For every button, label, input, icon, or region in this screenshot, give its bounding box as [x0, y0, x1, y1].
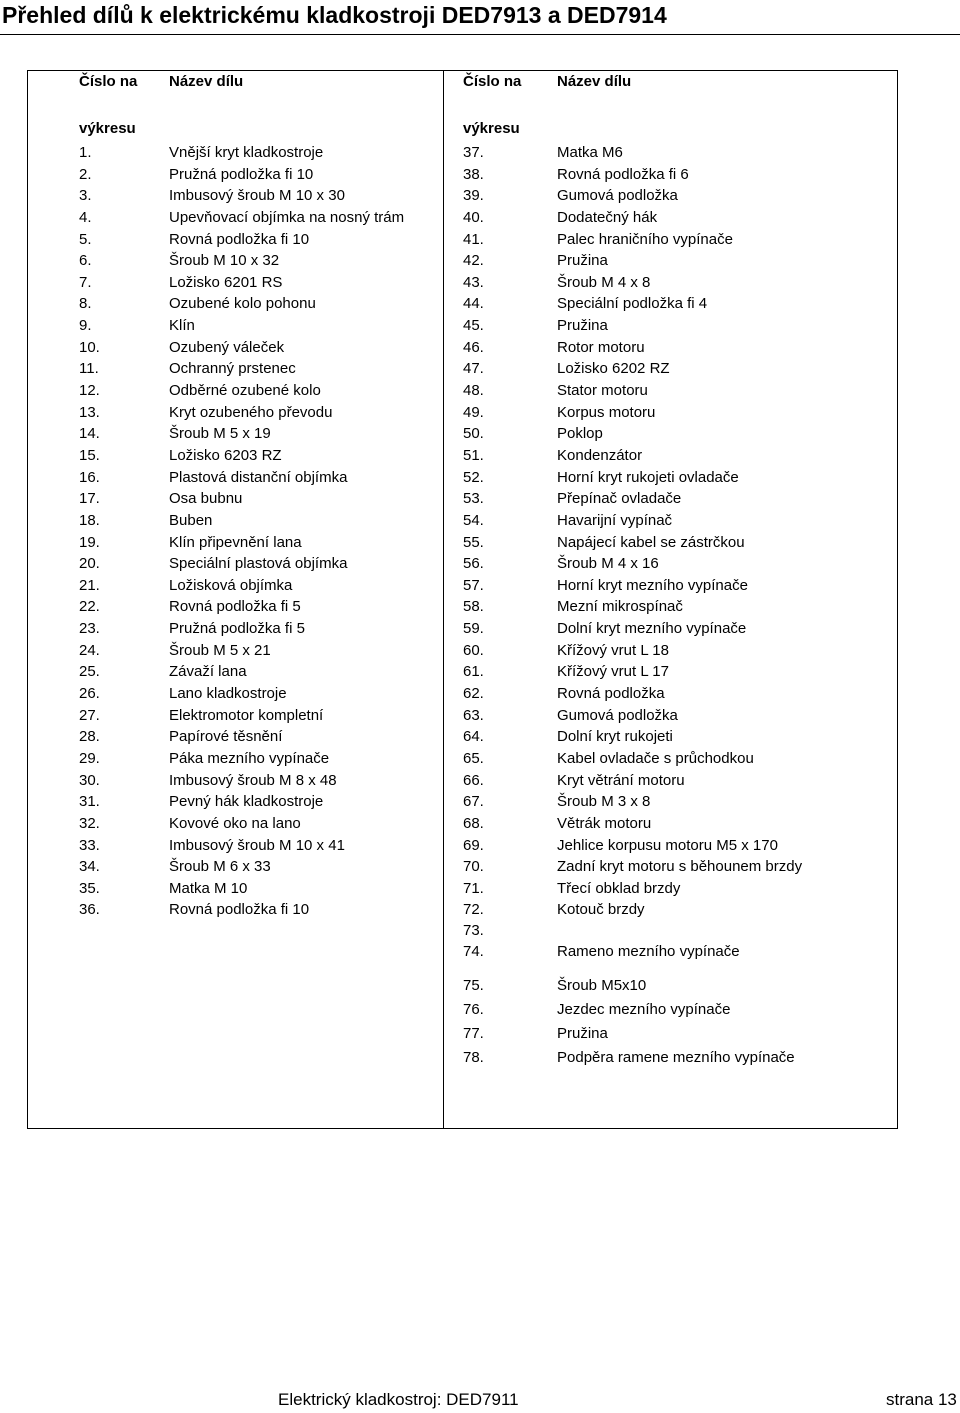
part-number: 25. — [79, 663, 100, 681]
column-divider — [443, 71, 444, 1128]
part-number: 37. — [463, 144, 484, 161]
part-number: 20. — [79, 555, 100, 573]
part-number: 60. — [463, 641, 484, 659]
part-name: Rotor motoru — [557, 338, 645, 356]
part-name: Ložisko 6202 RZ — [557, 360, 670, 378]
part-number: 52. — [463, 468, 484, 486]
part-number: 64. — [463, 728, 484, 746]
part-name: Kryt větrání motoru — [557, 771, 685, 789]
part-name: Napájecí kabel se zástrčkou — [557, 533, 745, 551]
part-number: 65. — [463, 749, 484, 767]
part-name: Šroub M 4 x 8 — [557, 273, 651, 291]
part-name: Klín připevnění lana — [169, 533, 302, 551]
part-name: Podpěra ramene mezního vypínače — [557, 1049, 795, 1066]
part-number: 28. — [79, 728, 100, 746]
part-number: 17. — [79, 490, 100, 508]
part-name: Kryt ozubeného převodu — [169, 403, 333, 421]
part-name: Vnější kryt kladkostroje — [169, 144, 324, 161]
part-name: Rovná podložka — [557, 685, 665, 703]
part-name: Matka M 10 — [169, 879, 248, 897]
part-number: 8. — [79, 295, 92, 313]
part-name: Rovná podložka fi 5 — [169, 598, 301, 616]
part-row — [463, 975, 883, 997]
part-name: Pružina — [557, 317, 608, 335]
part-number: 2. — [79, 165, 92, 183]
part-number: 63. — [463, 706, 484, 724]
part-number: 4. — [79, 208, 92, 226]
part-name: Šroub M 3 x 8 — [557, 793, 651, 811]
part-number: 31. — [79, 793, 100, 811]
part-number: 62. — [463, 685, 484, 703]
part-number: 76. — [463, 1001, 484, 1018]
part-number: 67. — [463, 793, 484, 811]
part-name: Havarijní vypínač — [557, 511, 673, 529]
part-number: 39. — [463, 187, 484, 205]
part-name: Šroub M 4 x 16 — [557, 555, 659, 573]
part-number: 26. — [79, 685, 100, 703]
part-number: 33. — [79, 836, 100, 854]
part-number: 42. — [463, 252, 484, 270]
part-number: 53. — [463, 490, 484, 508]
part-name: Gumová podložka — [557, 187, 678, 205]
part-name: Třecí obklad brzdy — [557, 879, 681, 897]
part-name: Plastová distanční objímka — [169, 468, 348, 486]
part-name: Šroub M 5 x 21 — [169, 641, 271, 659]
part-number: 44. — [463, 295, 484, 313]
part-name: Elektromotor kompletní — [169, 706, 324, 724]
part-number: 36. — [79, 901, 100, 919]
part-name: Pružina — [557, 1025, 608, 1042]
part-name: Imbusový šroub M 8 x 48 — [169, 771, 337, 789]
part-name: Osa bubnu — [169, 490, 243, 508]
part-name: Stator motoru — [557, 382, 648, 400]
part-number: 75. — [463, 977, 484, 994]
part-number: 49. — [463, 403, 484, 421]
part-number: 50. — [463, 425, 484, 443]
part-number: 59. — [463, 620, 484, 638]
part-row — [463, 1023, 883, 1045]
part-name: Speciální plastová objímka — [169, 555, 348, 573]
part-name: Papírové těsnění — [169, 728, 283, 746]
part-number: 73. — [463, 922, 484, 939]
part-name: Ložisko 6203 RZ — [169, 446, 282, 464]
part-number: 38. — [463, 165, 484, 183]
part-name: Dolní kryt mezního vypínače — [557, 620, 747, 638]
part-number: 29. — [79, 749, 100, 767]
part-name: Lano kladkostroje — [169, 685, 287, 703]
part-number: 19. — [79, 533, 100, 551]
header-number-line2: výkresu — [463, 120, 520, 137]
part-name: Dolní kryt rukojeti — [557, 728, 673, 746]
part-name: Zadní kryt motoru s běhounem brzdy — [557, 858, 803, 876]
title-divider — [0, 34, 960, 35]
part-row — [463, 1047, 883, 1069]
part-name: Páka mezního vypínače — [169, 749, 330, 767]
part-number: 10. — [79, 338, 100, 356]
part-number: 35. — [79, 879, 100, 897]
part-name: Ložisková objímka — [169, 576, 293, 594]
part-name: Rovná podložka fi 6 — [557, 165, 689, 183]
part-name: Šroub M 5 x 19 — [169, 425, 271, 443]
part-number: 3. — [79, 187, 92, 205]
part-number: 27. — [79, 706, 100, 724]
part-number: 34. — [79, 858, 100, 876]
part-name: Jehlice korpusu motoru M5 x 170 — [557, 836, 778, 854]
part-name: Křížový vrut L 18 — [557, 641, 669, 659]
part-name: Mezní mikrospínač — [557, 598, 683, 616]
part-number: 15. — [79, 446, 100, 464]
part-name: Dodatečný hák — [557, 208, 658, 226]
part-number: 51. — [463, 446, 484, 464]
part-number: 9. — [79, 317, 92, 335]
part-name: Pružina — [557, 252, 608, 270]
header-part-name: Název dílu — [169, 73, 244, 90]
part-number: 23. — [79, 620, 100, 638]
part-number: 5. — [79, 230, 92, 248]
part-name: Rovná podložka fi 10 — [169, 230, 310, 248]
part-number: 14. — [79, 425, 100, 443]
part-name: Šroub M5x10 — [557, 977, 647, 994]
part-name: Korpus motoru — [557, 403, 656, 421]
part-name: Kondenzátor — [557, 446, 643, 464]
part-name: Kabel ovladače s průchodkou — [557, 749, 754, 767]
part-number: 41. — [463, 230, 484, 248]
part-name: Matka M6 — [557, 144, 623, 161]
part-number: 21. — [79, 576, 100, 594]
part-number: 55. — [463, 533, 484, 551]
part-name: Rameno mezního vypínače — [557, 943, 740, 960]
part-name: Pružná podložka fi 5 — [169, 620, 305, 638]
part-number: 16. — [79, 468, 100, 486]
footer-page-number: strana 13 — [886, 1390, 957, 1409]
part-number: 7. — [79, 273, 92, 291]
part-number: 30. — [79, 771, 100, 789]
page-title: Přehled dílů k elektrickému kladkostroji DED7913 a DED7914 — [2, 2, 667, 28]
part-number: 58. — [463, 598, 484, 616]
part-number: 46. — [463, 338, 484, 356]
part-number: 69. — [463, 836, 484, 854]
part-number: 18. — [79, 511, 100, 529]
part-name: Šroub M 6 x 33 — [169, 858, 271, 876]
part-name: Jezdec mezního vypínače — [557, 1001, 731, 1018]
part-name: Rovná podložka fi 10 — [169, 901, 310, 919]
header-number-line2: výkresu — [79, 120, 136, 137]
part-name: Ochranný prstenec — [169, 360, 296, 378]
parts-table — [27, 70, 898, 1129]
header-part-name: Název dílu — [557, 73, 632, 90]
part-number: 6. — [79, 252, 92, 270]
part-number: 45. — [463, 317, 484, 335]
part-number: 78. — [463, 1049, 484, 1066]
part-number: 47. — [463, 360, 484, 378]
part-name: Ložisko 6201 RS — [169, 273, 283, 291]
part-number: 43. — [463, 273, 484, 291]
part-name: Gumová podložka — [557, 706, 678, 724]
part-number: 40. — [463, 208, 484, 226]
part-number: 32. — [79, 814, 100, 832]
part-name: Klín — [169, 317, 195, 335]
footer-product: Elektrický kladkostroj: DED7911 — [278, 1390, 519, 1409]
part-name: Závaží lana — [169, 663, 247, 681]
part-name: Horní kryt rukojeti ovladače — [557, 468, 739, 486]
part-number: 12. — [79, 382, 100, 400]
part-number: 1. — [79, 144, 92, 161]
part-name: Poklop — [557, 425, 603, 443]
part-number: 61. — [463, 663, 484, 681]
part-number: 24. — [79, 641, 100, 659]
part-name: Pevný hák kladkostroje — [169, 793, 324, 811]
part-number: 56. — [463, 555, 484, 573]
part-number: 13. — [79, 403, 100, 421]
part-number: 77. — [463, 1025, 484, 1042]
part-name: Imbusový šroub M 10 x 30 — [169, 187, 345, 205]
part-name: Horní kryt mezního vypínače — [557, 576, 748, 594]
part-name: Větrák motoru — [557, 814, 652, 832]
part-number: 57. — [463, 576, 484, 594]
part-number: 22. — [79, 598, 100, 616]
part-number: 48. — [463, 382, 484, 400]
header-number: Číslo na — [79, 73, 138, 90]
part-number: 68. — [463, 814, 484, 832]
part-number: 66. — [463, 771, 484, 789]
part-name: Kotouč brzdy — [557, 901, 645, 919]
part-name: Ozubené kolo pohonu — [169, 295, 316, 313]
part-name: Imbusový šroub M 10 x 41 — [169, 836, 345, 854]
part-name: Buben — [169, 511, 213, 529]
part-row — [463, 999, 883, 1021]
part-name: Speciální podložka fi 4 — [557, 295, 708, 313]
part-name: Ozubený váleček — [169, 338, 285, 356]
part-name: Přepínač ovladače — [557, 490, 682, 508]
part-name: Palec hraničního vypínače — [557, 230, 733, 248]
part-number: 71. — [463, 879, 484, 897]
part-name: Kovové oko na lano — [169, 814, 301, 832]
part-number: 70. — [463, 858, 484, 876]
part-number: 74. — [463, 943, 484, 960]
part-name: Pružná podložka fi 10 — [169, 165, 314, 183]
header-number: Číslo na — [463, 73, 522, 90]
part-name: Šroub M 10 x 32 — [169, 252, 280, 270]
part-number: 72. — [463, 901, 484, 919]
part-name: Upevňovací objímka na nosný trám — [169, 208, 405, 226]
part-number: 11. — [79, 360, 99, 378]
part-row — [463, 941, 883, 963]
part-number: 54. — [463, 511, 484, 529]
part-name: Odběrné ozubené kolo — [169, 382, 321, 400]
part-name: Křížový vrut L 17 — [557, 663, 669, 681]
part-row — [463, 920, 883, 942]
